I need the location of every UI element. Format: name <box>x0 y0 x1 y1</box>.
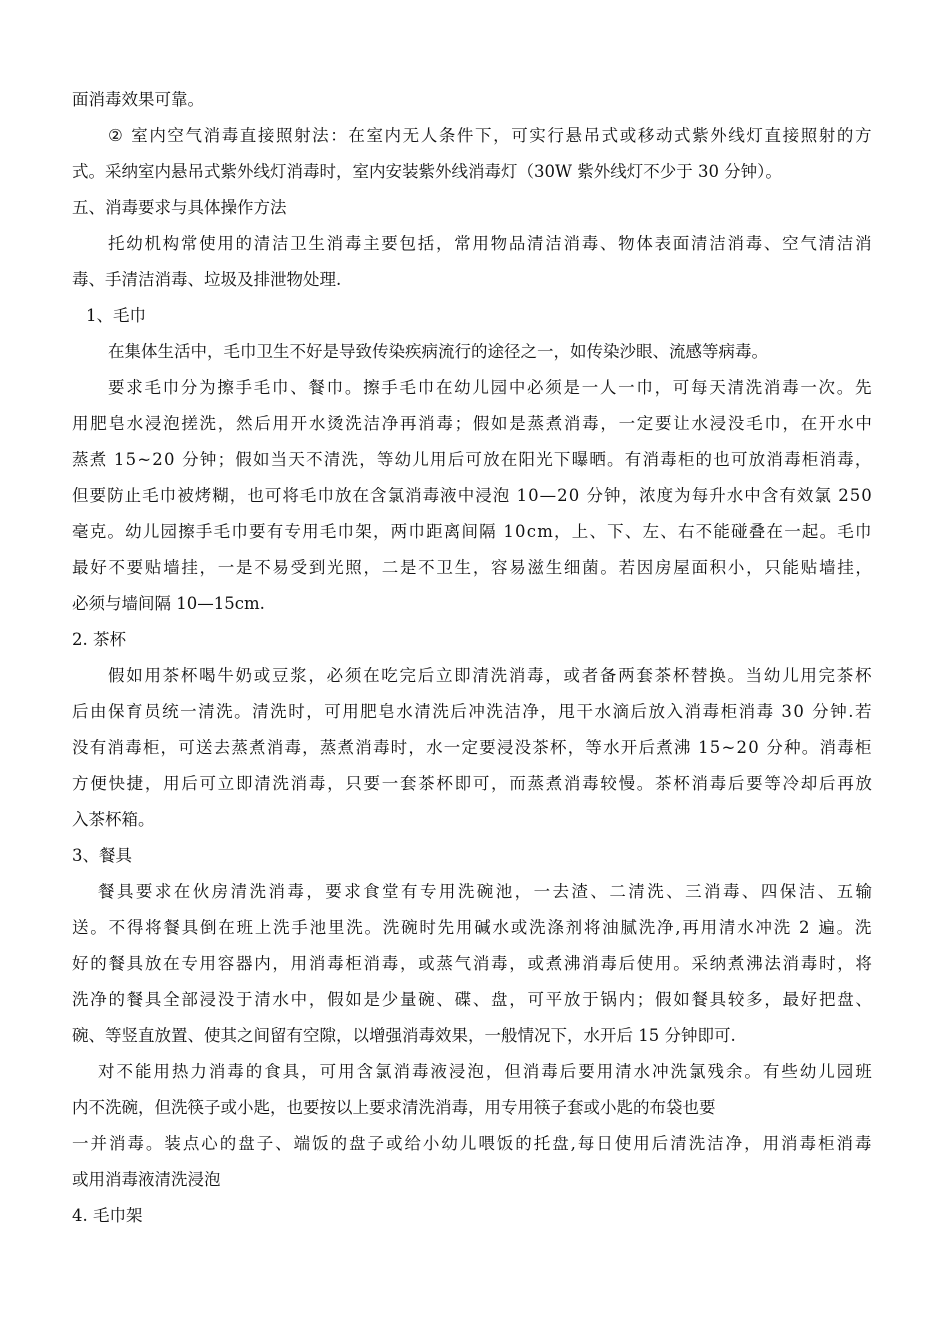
text-line: 对 不 能 用 热 力 消 毒 的 食 具 ， 可 用 含 氯 消 毒 液 浸 泡 ， 但 消 毒 后 要 用 清 水 冲 洗 氯 残 余 。 有 些 幼 儿 园 班 <box>98 1062 872 1081</box>
text-line: 没 有 消 毒 柜 ， 可 送 去 蒸 煮 消 毒 ， 蒸 煮 消 毒 时 ， 水 一 定 要 浸 没 茶 杯 ， 等 水 开 后 煮 沸 1 5 ~ 2 0 分 种 。 消 毒 柜 <box>72 738 872 757</box>
text-line: 内不洗碗，但洗筷子或小匙，也要按以上要求清洗消毒，用专用筷子套或小匙的布袋也要 <box>72 1098 716 1117</box>
text-line: 最 好 不 要 贴 墙 挂 ， 一 是 不 易 受 到 光 照 ， 二 是 不 卫 生 ， 容 易 滋 生 细 菌 。 若 因 房 屋 面 积 小 ， 只 能 贴 墙 挂 ， <box>72 558 872 577</box>
text-line: 好 的 餐 具 放 在 专 用 容 器 内 ， 用 消 毒 柜 消 毒 ， 或 蒸 气 消 毒 ， 或 煮 沸 消 毒 后 使 用 。 采 纳 煮 沸 法 消 毒 时 ， 将 <box>72 954 872 973</box>
text-line: 洗 净 的 餐 具 全 部 浸 没 于 清 水 中 ， 假 如 是 少 量 碗 、 碟 、 盘 ， 可 平 放 于 锅 内 ； 假 如 餐 具 较 多 ， 最 好 把 盘 、 <box>72 990 872 1009</box>
text-line: 毒、手清洁消毒、垃圾及排泄物处理. <box>72 270 342 289</box>
text-line: 一 并 消 毒 。 装 点 心 的 盘 子 、 端 饭 的 盘 子 或 给 小 幼 儿 喂 饭 的 托 盘 , 每 日 使 用 后 清 洗 洁 净 ， 用 消 毒 柜 消 毒 <box>72 1134 872 1153</box>
text-line: 假 如 用 茶 杯 喝 牛 奶 或 豆 浆 ， 必 须 在 吃 完 后 立 即 清 洗 消 毒 ， 或 者 备 两 套 茶 杯 替 换 。 当 幼 儿 用 完 茶 杯 <box>108 666 872 685</box>
text-line: 要 求 毛 巾 分 为 擦 手 毛 巾 、 餐 巾 。 擦 手 毛 巾 在 幼 儿 园 中 必 须 是 一 人 一 巾 ， 可 每 天 清 洗 消 毒 一 次 。 先 <box>108 378 872 397</box>
text-line: 4. 毛巾架 <box>72 1206 143 1225</box>
text-line: 必须与墙间隔 10—15cm. <box>72 594 265 613</box>
text-line: 碗、等竖直放置、使其之间留有空隙，以增强消毒效果，一般情况下，水开后 15 分钟即可. <box>72 1026 736 1045</box>
text-line: 后 由 保 育 员 统 一 清 洗 。 清 洗 时 ， 可 用 肥 皂 水 清 洗 后 冲 洗 洁 净 ， 甩 干 水 滴 后 放 入 消 毒 柜 消 毒 3 0 分 钟 . 若 <box>72 702 872 721</box>
text-line: 蒸 煮 1 5 ~ 2 0 分 钟 ； 假 如 当 天 不 清 洗 ， 等 幼 儿 用 后 可 放 在 阳 光 下 曝 晒 。 有 消 毒 柜 的 也 可 放 消 毒 柜 消 毒 ， <box>72 450 872 469</box>
text-line: 在集体生活中，毛巾卫生不好是导致传染疾病流行的途径之一，如传染沙眼、流感等病毒。 <box>108 342 768 361</box>
text-line: 面消毒效果可靠。 <box>72 90 204 109</box>
text-line: ② 室 内 空 气 消 毒 直 接 照 射 法 ： 在 室 内 无 人 条 件 下 ， 可 实 行 悬 吊 式 或 移 动 式 紫 外 线 灯 直 接 照 射 的 方 <box>108 126 872 145</box>
text-line: 餐 具 要 求 在 伙 房 清 洗 消 毒 ， 要 求 食 堂 有 专 用 洗 碗 池 ， 一 去 渣 、 二 清 洗 、 三 消 毒 、 四 保 洁 、 五 输 <box>98 882 872 901</box>
text-line: 入茶杯箱。 <box>72 810 155 829</box>
text-line: 用 肥 皂 水 浸 泡 搓 洗 ， 然 后 用 开 水 烫 洗 洁 净 再 消 毒 ； 假 如 是 蒸 煮 消 毒 ， 一 定 要 让 水 浸 没 毛 巾 ， 在 开 水 中 <box>72 414 872 433</box>
text-line: 毫 克 。 幼 儿 园 擦 手 毛 巾 要 有 专 用 毛 巾 架 ， 两 巾 距 离 间 隔 1 0 c m ， 上 、 下 、 左 、 右 不 能 碰 叠 在 一 起 。 毛 巾 <box>72 522 872 541</box>
text-line: 2. 茶杯 <box>72 630 126 649</box>
text-line: 式。采纳室内悬吊式紫外线灯消毒时，室内安装紫外线消毒灯（30W 紫外线灯不少于 30 分钟）。 <box>72 162 782 181</box>
text-line: 1、毛巾 <box>86 306 146 325</box>
text-line: 方 便 快 捷 ， 用 后 可 立 即 清 洗 消 毒 ， 只 要 一 套 茶 杯 即 可 ， 而 蒸 煮 消 毒 较 慢 。 茶 杯 消 毒 后 要 等 冷 却 后 再 放 <box>72 774 872 793</box>
text-line: 但 要 防 止 毛 巾 被 烤 糊 ， 也 可 将 毛 巾 放 在 含 氯 消 毒 液 中 浸 泡 1 0 — 2 0 分 钟 ， 浓 度 为 每 升 水 中 含 有 效 氯 2 5 0 <box>72 486 872 505</box>
text-line: 五、消毒要求与具体操作方法 <box>72 198 287 217</box>
text-line: 3、餐具 <box>72 846 132 865</box>
text-line: 送 。 不 得 将 餐 具 倒 在 班 上 洗 手 池 里 洗 。 洗 碗 时 先 用 碱 水 或 洗 涤 剂 将 油 腻 洗 净 , 再 用 清 水 冲 洗 2 遍 。 洗 <box>72 918 872 937</box>
text-line: 或用消毒液清洗浸泡 <box>72 1170 221 1189</box>
text-line: 托 幼 机 构 常 使 用 的 清 洁 卫 生 消 毒 主 要 包 括 ， 常 用 物 品 清 洁 消 毒 、 物 体 表 面 清 洁 消 毒 、 空 气 清 洁 消 <box>108 234 872 253</box>
